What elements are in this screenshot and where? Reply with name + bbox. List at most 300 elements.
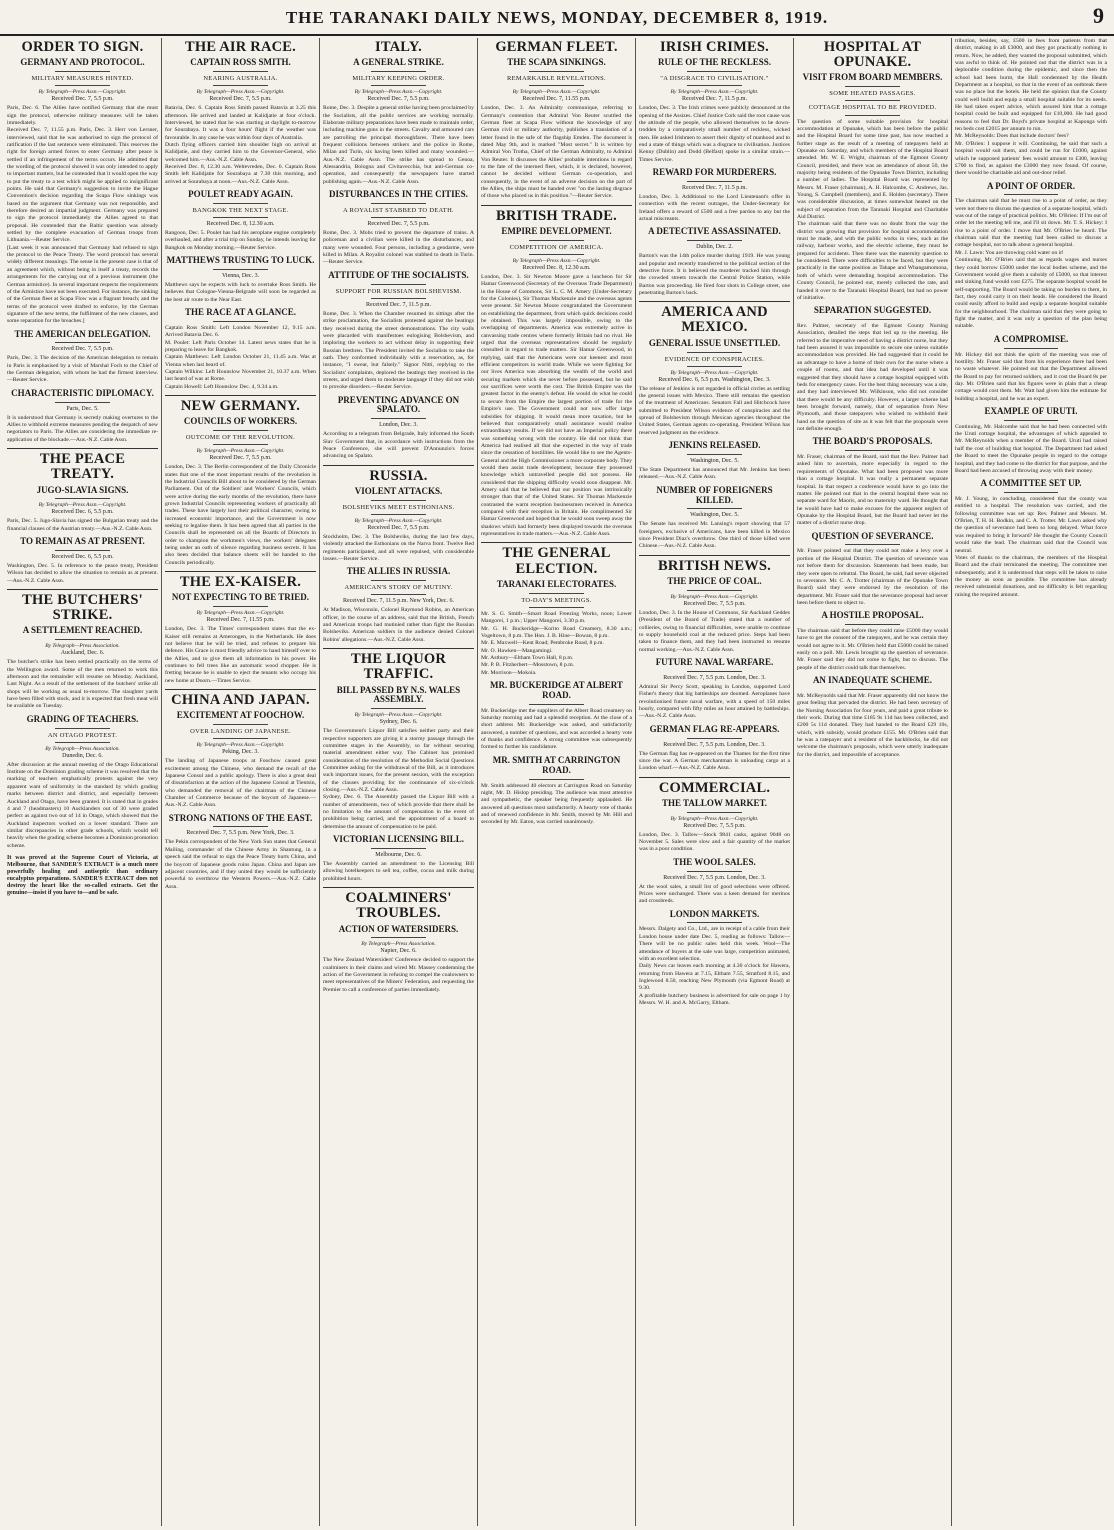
article-body: At Madison, Wisconsin, Colonel Raymond Robins, an American officer, in the course of an address, said that the British, French and American troops had mutinied rather than fight the Russian Bolsheviks. American soldiers in the audience denied Colonel Robins' allegations.—Aus.-N.Z. Cable Assn.: [323, 607, 474, 643]
article-subhead: OUTCOME OF THE REVOLUTION.: [185, 434, 296, 442]
article-body: Messrs. Dalgety and Co., Ltd., are in receipt of a cable from their London house under date Dec. 5, reading as follows: Tallow—There will be no public sales held this week. Wool—The attendance of buyers at the sale was large, competition animated, with an excellent selection. Daily News car leaves each morning at 4.30 o'clock for Hawera, returning from Hawera at 7.15, Eltham 7.55, Stratford 8.15, and Inglewood 8.50, reaching New Plymouth (via Egmont Road) at 9.30. A profitable butchery business is advertised for sale on page 1 by Messrs. W. H. and A. McGarry, Eltham.: [639, 926, 790, 1006]
article: [7, 389, 158, 444]
received-time: Received Dec. 7, 5.5 p.m.: [367, 221, 430, 228]
article: [323, 396, 474, 461]
received-time: Received Dec. 7, 5.5 p.m.: [209, 455, 272, 462]
article-subhead: VIOLENT ATTACKS.: [354, 485, 443, 496]
article-subhead: MILITARY MEASURES HINTED.: [31, 75, 134, 83]
article-subhead: TO REMAIN AS AT PRESENT.: [20, 536, 145, 547]
byline: By Telegraph—Press Assn.—Copyright.: [196, 89, 285, 96]
received-time: Received Dec. 6, 5.5 p.m.: [51, 554, 114, 560]
article-subhead: SOME HEATED PASSAGES.: [829, 90, 916, 98]
article-headline: THE EX-KAISER.: [179, 574, 302, 591]
article-subhead: QUESTION OF SEVERANCE.: [811, 530, 934, 541]
headline-rule: [687, 590, 741, 591]
received-time: Napier, Dec. 6.: [380, 948, 417, 955]
article: [7, 330, 158, 385]
article-subhead: A COMPROMISE.: [993, 333, 1069, 344]
column-divider: [639, 777, 790, 778]
article: [323, 190, 474, 267]
byline: By Telegraph—Press Association.: [45, 643, 120, 650]
column: [952, 38, 1110, 1526]
article-subhead: MR. BUCKERIDGE AT ALBERT ROAD.: [490, 679, 623, 700]
article-subhead: BOLSHEVIKS MEET ESTHONIANS.: [342, 503, 455, 511]
article-body: London, Dec. 3. An Admiralty communique, referring to Germany's contention that Admiral Von Reuter scuttled the German fleet at Scapa Flow without the knowledge of any German civil or military authority, publishes a translation of a letter found in the safe of the flagship Emden. The document is dated May 9th, and is marked "Most secret." It is written by Admiral Von Trotha, Chief of the German Admiralty, to Admiral Von Reuter. It discusses the Allies' probable intentions in regard to the fate of the interned fleet, which, it is declared, however, cannot be decided without German co-operation, and consequently, in the event of an adverse decision on the part of the Allies, the ships must be handed over "on the lasting disgrace of those who placed us in this position."—Reuter Service.: [481, 105, 632, 200]
article-subhead: REMARKABLE REVELATIONS.: [507, 75, 606, 83]
article-headline: THE PEACE TREATY.: [39, 451, 126, 483]
article-body: The German flag has re-appeared on the Thames for the first time since the war. A German merchantman is unloading cargo at a London wharf.—Aus.-N.Z. Cable Assn.: [639, 750, 790, 772]
article: [797, 40, 948, 302]
headline-rule: [55, 498, 109, 499]
article-headline: THE LIQUOR TRAFFIC.: [350, 651, 447, 683]
column: [162, 38, 320, 1526]
column: [794, 38, 952, 1526]
headline-rule: [529, 607, 583, 608]
article: [323, 648, 474, 831]
column-divider: [323, 648, 474, 649]
article-subhead: AMERICAN'S STORY OF MUTINY.: [344, 584, 453, 592]
article-body: London, Dec. 3. The Berlin correspondent of the Daily Chronicle states that one of the most important results of the revolution is the Industrial Councils Bill about to be considered by the German Parliament. Out of the Soldiers' and Workers' Councils, which were active during the early months of the revolution, there have grown Industrial Councils representing workers of practically all trades. These have largely lost their political character, owing to increased economic importance, and the Government is now seeking to legalise them. It has been agreed that all parties in the Councils shall be represented on all the Boards of Directors in order to champion the workmen's views, the workers' delegates being under an oath of silence regarding business secrets. It has also been decided that balance sheets will be handed to the Councils periodically.: [165, 464, 316, 566]
byline: By Telegraph—Press Assn.—Copyright.: [196, 742, 285, 749]
article-body: Paris, Dec. 6. The Allies have notified Germany that she must sign the protocol, otherwise military measures will be taken immediately. Received Dec. 7, 11.55 p.m. Paris, Dec. 3. Herr von Lersner, interviewed, said that he was authorised to sign the protocol of ratification if the last sentence were eliminated. This reserves the right for foreign armed forces to enter Germany after peace is settled if an infringement of the terms occurs. He admitted that the wording of the protocol showed it was only intended to apply to important matters, but he contended that it would open the way to put the treaty to a test which might be applied to insignificant points. He said that Germany's suggestion to invite the Hague Convention's decision regarding the Scapa Flow sinkings was based on the argument that Germany was not responsible, and therefore desired an impartial judgment. Germany was prepared to sign the protocol immediately the Allies agreed to that proposal. He contended that the Baltic question was already settled by the complete evacuation of German troops from Lithuania.—Reuter Service. [Last week it was announced that Germany had refused to sign the protocol to the Peace Treaty. The word protocol has several widely different meanings. The sense in the present case is that of an agreement which, without being in itself a treaty, records the arrangements for the carrying out of a previous instrument (the German armistice). In several important respects the requirements of the Armistice have not been executed. For instance, the sinking of the German fleet at Scapa Flow was a flagrant breach; and the terms of the protocol were drafted to enforce, by the German signature of the new terms, the fulfilment of the new clauses, and some reparation for the breaches.]: [7, 105, 158, 325]
article-body: According to a telegram from Belgrade, Italy informed the South Slav Government that, in accordance with instructions from the Peace Conference, she will prevent D'Annunzio's forces advancing on Spalato.: [323, 431, 474, 460]
article-subhead: EMPIRE DEVELOPMENT.: [501, 225, 612, 236]
received-time: Received Dec. 7, 5.5 p.m.: [51, 96, 114, 103]
column-divider: [7, 589, 158, 590]
headline-rule: [371, 514, 425, 515]
column: [4, 38, 162, 1526]
column-divider: [323, 465, 474, 466]
byline: By Telegraph—Press Assn.—Copyright.: [512, 257, 601, 264]
headline-rule: [371, 298, 425, 299]
article-subhead: A DETECTIVE ASSASSINATED.: [648, 226, 781, 237]
article-subhead: REWARD FOR MURDERERS.: [652, 167, 777, 177]
article-subhead: TO-DAY'S MEETINGS.: [521, 596, 592, 604]
column-divider: [639, 301, 790, 302]
article-body: Mr. Fraser, chairman of the Board, said that the Rev. Palmer had asked him to ascertain, more especially in regard to the requirements of Opunake. What had been proposed was more than a cottage hospital. It was really a permanent separate hospital. In that respect a conference would have to go into the matter. He pointed out that in the central hospital there was no separate ward for Maoris, and no maternity ward. He thought that he would have had to make excuses for the apparent neglect of Opunake by the Hospital Board, but the Board had never let the matter of a district nurse drop.: [797, 454, 948, 527]
article-subhead: MILITARY KEEPING ORDER.: [352, 75, 445, 83]
article: [165, 814, 316, 891]
article-body: Barton's was the 14th police murder during 1919. He was young and popular and recently transferred to the political section of the detective force. It is believed the murderer tracked him through the crowded streets towards the Central Police Station, while Barton was proceeding. He fired four shots in College street, one penetrating Barton's back.: [639, 253, 790, 296]
article-subhead: A COMMITTEE SET UP.: [980, 478, 1082, 489]
article: [323, 835, 474, 883]
byline: By Telegraph—Press Association.: [45, 745, 120, 752]
headline-rule: [687, 738, 741, 739]
headline-rule: [213, 217, 267, 218]
received-time: Received Dec. 7, 5.5 p.m.: [367, 96, 430, 103]
article-body: The chairman said that he must rise to a point of order, as they were not there to discuss the question of a separate hospital, which was out of the range of practical politics. Mr. O'Brien: If I'm out of order let the meeting tell me, and I'll sit down. Mr. T. S. Hickey: I rise to a point of order. I move that Mr. O'Brien be heard. The chairman said that the meeting had been called to discuss a cottage hospital, not to talk about a general hospital. Mr. J. Lawn: You are throwing cold water on it! Continuing, Mr. O'Brien said that as regards wages and nurses they could borrow £5000 under the local bodies scheme, and the Government would give them a subsidy of £5000, so that interest and sinking fund would cost £275. The separate hospital would be self-supporting. The Board would be taking no burden to them, in fact, they could carry it on their heads. He considered the Board could easily afford to build and equip a separate hospital suitable for the neighbourhood. The chairman said that they were going to fight the matter, and it was only a question of the plan being suitable.: [955, 198, 1107, 330]
article-subhead: THE BOARD'S PROPOSALS.: [812, 436, 933, 447]
byline: By Telegraph—Press Assn.—Copyright.: [354, 712, 443, 719]
article-subhead: GENERAL ISSUE UNSETTLED.: [648, 337, 781, 348]
article-body: The butcher's strike has been settled practically on the terms of the Wellington award. Some of the men returned to work this afternoon and the remainder will resume on Monday. Auckland, Last Night. As a result of the settlement of the butchers' strike all shops will be working as usual to-morrow. The slaughter yards have been filled with stock, and it is expected that fresh meat will be available on Tuesday.: [7, 659, 158, 710]
headline-rule: [687, 71, 741, 72]
article-subhead: THE SCAPA SINKINGS.: [507, 57, 606, 68]
article-body: London, Dec. 3. Tallow—Stock 9841 casks, against 9048 on November 5. Sales were slow and a fair quantity of the market was in a poor condition.: [639, 831, 790, 853]
column-divider: [165, 395, 316, 396]
headline-rule: [371, 85, 425, 86]
column-divider: [481, 205, 632, 206]
headline-rule: [213, 321, 267, 322]
article-subhead: A POINT OF ORDER.: [986, 180, 1075, 191]
article-body: Paris, Dec. 3. The decision of the American delegation to remain in Paris is emphasised by a visit of Marshal Foch to the Chief of the German delegation, with whom he had the firmest interview.—Reuter Service.: [7, 355, 158, 384]
article-subhead: NOT EXPECTING TO BE TRIED.: [171, 592, 310, 603]
article-subhead: MR. SMITH AT CARRINGTON ROAD.: [492, 754, 621, 775]
article-body: Mr. Fraser pointed out that they could not make a levy over a portion of the Hospital District. The question of severance was not before them for discussion. Statements had been made, but they were open to rebuttal. The Board, he said, had never objected to severance. Mr. C. A. Trotter (chairman of the Opunake Town Board) said they were endorsed by the resolution of the department. Mr. Fraser said that the severance proposal had never been before them to object to.: [797, 548, 948, 606]
headline-rule: [687, 922, 741, 923]
article-subhead: BANGKOK THE NEXT STAGE.: [192, 206, 289, 214]
headline-rule: [845, 319, 899, 320]
article: [639, 910, 790, 1008]
article-headline: CHINA AND JAPAN.: [171, 691, 310, 708]
byline: By Telegraph—Press Assn.—Copyright.: [196, 610, 285, 617]
article-headline: GERMAN FLEET.: [495, 39, 618, 55]
article-subhead: A SETTLEMENT REACHED.: [22, 625, 143, 636]
article-subhead: JUGO-SLAVIA SIGNS.: [36, 484, 129, 495]
article-headline: THE GENERAL ELECTION.: [502, 545, 611, 577]
article: [7, 537, 158, 585]
column: [636, 38, 794, 1526]
article-body: London, Dec. 3. Sir Newton Moore gave a luncheon for Sir Hamar Greenwood (Secretary of the Overseas Trade Department) in the House of Commons, Sir L. C. M. Amery (Under-Secretary for the Colonies), Sir Thomas Mackenzie and the overseas agents were present. Sir Newton Moore congratulated the Government on establishing the department, from which quick decisions could be obtained. This was largely impossible, owing to the overlapping of departments. America was extremely active in canvassing trade centres where formerly Britain had no rival. He urged that the overseas representatives should be regularly consulted in regard to trade matters. Sir Hamar Greenwood, in replying, said that the Americans were our keenest and most efficient competitors in world trade. While we were fighting for our lives America was absorbing the wealth of the world and securing markets which she never before possessed, but he said our sacrifices were worth the cost. The British Empire was the greatest factor in the enemy's defeat. He would do what he could to secure from the Empire the largest portion of trade for the Empire's use. The Government could not now offer large subsidies for shipping. It would mean more taxation, but he believed that comparatively small assistance would realise extraordinary results. If we did not have an Imperial policy there was something wrong with the country. He did not think that America had realised all that she expected in the way of trade since the cessation of hostilities. He would like to see the Agents-General and the High Commissioner a more corporate body. They would then assist trade development, because they possessed knowledge which untravelled people did not possess. He considered that the shipping difficulty would soon disappear. Mr. Amery said that he believed that our position was intrinsically stronger than that of the United States. Sir Thomas Mackenzie contrasted the warm reception businessmen received in America compared with their reception in Britain. He complimented Sir Hamar Greenwood and hoped that he would soon sweep away the shadows which had formerly been displayed towards the overseas representatives in trade matters.—Aus.-N.Z. Cable Assn.: [481, 273, 632, 537]
headline-rule: [213, 444, 267, 445]
article-subhead: DISTURBANCES IN THE CITIES.: [329, 189, 468, 200]
column-divider: [481, 542, 632, 543]
article-headline: THE AIR RACE.: [185, 39, 296, 55]
article-body: The Pekin correspondent of the New York Sun states that General Mailing, commander of the Chinese Army in Shantung, in a speech said the refusal to sign the Peace Treaty hurts China, and the boycott of Japanese goods ruins Japan. China and Japan are adjacent countries, and if they united they would be sufficiently powerful to overthrow the Western Powers.—Aus.-N.Z. Cable Assn.: [165, 839, 316, 890]
article-subhead: NUMBER OF FOREIGNERS KILLED.: [656, 484, 773, 505]
headline-rule: [529, 71, 583, 72]
article-body: Mr. J. Young, in concluding, considered that the county was entitled to a hospital. The resolution was carried, and the following committee was set up: Rev. Palmer and Messrs. M. O'Brien, T. H. H. Bodkin, and C. A. Trotter. Mr. Lawn asked why the question of severance had been so long delayed. What force was required to bring it forward? He thought the County Council would take the lead. The chairman said that the Council was neutral. Votes of thanks to the chairman, the members of the Hospital Board and the chair terminated the meeting. The committee met subsequently, and it is understood that steps will be taken to raise the money as soon as possible. The committee has already received substantial donations, and no difficulty is felt regarding raising the required amount.: [955, 496, 1107, 598]
article-body: The landing of Japanese troops at Foochow caused great excitement among the Chinese, who demand the recall of the Japanese Consul and a public apology. There is also a great deal of dissatisfaction at the action of the Japanese Consul at Tientsin, who demanded the removal of the chairman of the Chinese Chamber of Commerce because of the boycott of Japanese.—Aus.-N.Z. Cable Assn.: [165, 758, 316, 809]
article: [7, 448, 158, 533]
article-subhead: "A DISGRACE TO CIVILISATION.": [660, 75, 769, 83]
article-subhead: VICTORIAN LICENSING BILL.: [332, 834, 465, 845]
byline: By Telegraph—Press Assn.—Copyright.: [354, 89, 443, 96]
article-subhead: COTTAGE HOSPITAL TO BE PROVIDED.: [808, 104, 937, 112]
headline-rule: [213, 738, 267, 739]
article-subhead: MATTHEWS TRUSTING TO LUCK.: [166, 255, 315, 266]
headline-rule: [687, 240, 741, 241]
article: [797, 306, 948, 433]
byline: By Telegraph—Press Assn.—Copyright.: [512, 89, 601, 96]
headline-rule: [213, 606, 267, 607]
masthead-title: THE TARANAKI DAILY NEWS, MONDAY, DECEMBER 8, 1919.: [285, 8, 829, 27]
received-time: Received Dec. 7, 5.5 p.m.: [209, 96, 272, 103]
headline-rule: [687, 352, 741, 353]
article-body: Rome, Dec. 3. When the Chamber resumed its sittings after the strike proclamation, the Socialists protested against the beatings they received during the street demonstrations. The city walls were placarded with manifestoes eulogising Bolshevism, and imploring the workers to act without delay in supporting their Russian brethren. The President invited the Socialists to take the oath. They conformed individually with a reservation, as, for instance, "I swear, but falsely." Signor Nitti, replying to the Socialists' complaints, deplored the beatings they received in the streets, and urged them to moderate language if they did not wish to provoke disorders.—Reuter Service.: [323, 310, 474, 391]
article: [481, 756, 632, 827]
received-time: Received Dec. 7, 5.5 p.m.: [367, 525, 430, 531]
article-body: Washington, Dec. 5. In reference to the peace treaty, President Wilson has decided to allow the situation to remain as at present.—Aus.-N.Z. Cable Assn.: [7, 563, 158, 584]
article: [955, 407, 1107, 475]
headline-rule: [213, 826, 267, 827]
headline-rule: [529, 240, 583, 241]
article-body: It is understood that Germany is secretly making overtures to the Allies to withhold extreme measures pending the despatch of new negotiators to Paris. The Allies are considering the immediate re-application of the blockade.—Aus.-N.Z. Cable Assn.: [7, 414, 158, 443]
headline-rule: [371, 284, 425, 285]
headline-rule: [55, 639, 109, 640]
received-time: Sydney, Dec. 6.: [379, 719, 418, 726]
column: [478, 38, 636, 1526]
article-subhead: FUTURE NAVAL WARFARE.: [655, 657, 774, 667]
article: [639, 441, 790, 482]
article-body: Mr. Buckeridge met the suppliers of the Albert Road creamery on Saturday morning and had a splendid reception. At the close of a short address Mr. Buckeridge was asked, and satisfactorily answered, a number of questions, and was accorded a hearty vote of thanks and confidence. A strong committee was subsequently formed to further his candidature.: [481, 707, 632, 751]
article: [165, 308, 316, 391]
article: [323, 567, 474, 644]
received-time: Received Dec. 7, 5.5 p.m. London, Dec. 3.: [663, 874, 766, 881]
article-body: The release of Jenkins is not regarded in official circles as settling the general issues with Mexico. There still remains the question of the treatment of Americans. Senators Fall and Hitchcock have submitted to President Wilson evidence of conspiracies and the spread of Bolshevism through Mexican agencies throughout the United States, German agents co-operating. President Wilson has reserved judgment on the evidence.: [639, 385, 790, 436]
headline-rule: [529, 593, 583, 594]
article: [639, 858, 790, 906]
article-headline: RUSSIA.: [369, 467, 428, 484]
advertisement-text: It was proved at the Supreme Court of Victoria, at Melbourne, that SANDER'S EXTRACT is a much more powerfully healing and antiseptic than ordinary eucalyptus preparations. SANDER'S EXTRACT does not destroy the heart like the so-called extracts. Get the genuine—insist if you have to—and be safe.: [7, 854, 158, 896]
article: [7, 589, 158, 711]
headline-rule: [1004, 194, 1059, 195]
article: [481, 542, 632, 677]
received-time: Received Dec. 7, 5.5 p.m.: [51, 346, 114, 353]
received-time: Washington, Dec. 5.: [690, 512, 739, 519]
headline-rule: [687, 508, 741, 509]
received-time: Received Dec. 8, 12.30 a.m.: [522, 264, 591, 271]
headline-rule: [213, 724, 267, 725]
byline: By Telegraph—Press Assn.—Copyright.: [354, 518, 443, 524]
headline-rule: [213, 430, 267, 431]
masthead: [0, 0, 1114, 36]
article: [797, 437, 948, 527]
article-body: Paris, Dec. 5. Jugo-Slavia has signed the Bulgarian treaty and the financial clauses of the Austrian treaty.—Aus.-N.Z. Cable Assn.: [7, 518, 158, 532]
column-divider: [639, 555, 790, 556]
article-body: London, Dec. 3. In the House of Commons, Sir Auckland Geddes (President of the Board of Trade) stated that a number of collieries, owing to financial difficulties, were unable to continue to supply household coal at the reduced price. Steps had been taken to finance them, and they had been instructed to resume normal working.—Aus.-N.Z. Cable Assn.: [639, 609, 790, 653]
article-headline: THE BUTCHERS' STRIKE.: [22, 592, 143, 624]
received-time: Paris, Dec. 5.: [66, 405, 99, 412]
article: [481, 40, 632, 201]
column-divider: [165, 571, 316, 572]
article-subhead: EXCITEMENT AT FOOCHOW.: [176, 710, 305, 721]
article-headline: BRITISH TRADE.: [496, 207, 617, 224]
article-subhead: SUPPORT FOR RUSSIAN BOLSHEVISM.: [335, 287, 462, 295]
headline-rule: [687, 871, 741, 872]
received-time: Received Dec. 7, 11.5 p.m.: [682, 96, 747, 103]
article: [7, 715, 158, 850]
headline-rule: [529, 85, 583, 86]
headline-rule: [213, 203, 267, 204]
headline-rule: [687, 812, 741, 813]
headline-rule: [529, 704, 583, 705]
article-headline: AMERICA AND MEXICO.: [661, 304, 768, 336]
article: [639, 168, 790, 223]
received-time: Received Dec. 6, 5.5 p.m. Washington, Dec. 3.: [658, 376, 771, 383]
headline-rule: [371, 418, 425, 419]
headline-rule: [371, 500, 425, 501]
article-subhead: A HOSTILE PROPOSAL.: [821, 610, 924, 621]
article-subhead: BILL PASSED BY N.S. WALES ASSEMBLY.: [336, 684, 461, 705]
article-body: Mr. Hickey did not think the spirit of the meeting was one of hostility. Mr. Fraser said that from his experience there had been no waste whatever. He pointed out that the Department allowed the Board to pay for returned soldiers, and it cost the Board 8s per day. Mr. O'Brien said that his figures were in plain that a cheap cottage would cost them. Mr. Watt had given him the estimate for building a hospital, and he was an expert.: [955, 351, 1107, 402]
article-subhead: EXAMPLE OF URUTI.: [984, 405, 1078, 416]
article: [955, 38, 1107, 178]
headline-rule: [371, 708, 425, 709]
headline-rule: [371, 203, 425, 204]
headline-rule: [845, 624, 899, 625]
article: [639, 777, 790, 854]
article-body: After discussion at the annual meeting of the Otago Educational Institute on the Dominion grading scheme it was resolved that the marking of teachers emphatically protests against the very apparent want of uniformity in the standard by which grading marks between district and district, and especially between Auckland and Otago, have been granted. It is stated that in grades 4 and 7 (headmasters) 10 Aucklanders out of 30 were graded perfect as against two out of 14 in Otago, which showed that the Auckland inspectors worked on a lower standard. There are similar discrepancies in other grade schools, which would tell heavily when the grading scheme becomes a Dominion promotion scheme.: [7, 761, 158, 849]
received-time: Received Dec. 7, 11.5 p.m.: [682, 184, 747, 191]
article-subhead: ACTION OF WATERSIDERS.: [338, 923, 459, 934]
article-subhead: TARANAKI ELECTORATES.: [496, 578, 617, 589]
article: [797, 611, 948, 672]
article: [323, 40, 474, 186]
headline-rule: [1004, 420, 1059, 421]
columns: [4, 38, 1110, 1526]
headline-rule: [687, 671, 741, 672]
article: [639, 725, 790, 773]
article: [165, 571, 316, 685]
article-subhead: GERMANY AND PROTOCOL.: [20, 57, 145, 68]
headline-rule: [687, 366, 741, 367]
received-time: Received Dec. 7, 5.5 p.m. London, Dec. 3.: [663, 741, 766, 748]
article-subhead: VISIT FROM BOARD MEMBERS.: [802, 72, 943, 83]
article-subhead: RULE OF THE RECKLESS.: [657, 57, 772, 68]
received-time: Received Dec. 7, 5.5 p.m.: [683, 600, 746, 607]
article: [955, 335, 1107, 403]
headline-rule: [687, 85, 741, 86]
article-subhead: CAPTAIN ROSS SMITH.: [190, 57, 291, 68]
article-subhead: COMPETITION OF AMERICA.: [509, 243, 604, 251]
article-subhead: COUNCILS OF WORKERS.: [183, 416, 298, 427]
byline: By Telegraph—Press Assn.—Copyright.: [38, 89, 127, 96]
article-subhead: AN INADEQUATE SCHEME.: [812, 675, 933, 686]
article: [165, 190, 316, 252]
headline-rule: [213, 269, 267, 270]
article-body: The chairman said that before they could raise £5000 they would have to get the consent of the ratepayers, and he was certain they would not agree to it. Mr. O'Brien held that £5000 could be raised easily on a poll. Mr. Lewis brought up the question of severance. Mr. Fraser said they did not come to fight, but to discuss. The people of the district could talk that themselves.: [797, 628, 948, 671]
article-body: Batavia, Dec. 6. Captain Ross Smith passed Batavia at 3.25 this afternoon. He arrived and landed at Kalidjatie at four o'clock. Interviewed, he stated that he was starting at daylight to-morrow for Sourabaya. It was a four hours' flight if the weather was favourable. In any case he was within four days of Australia. Dutch flying officers carried him shoulder high on arrival at Kalidjatie, and they carried him to the Governor-General, who welcomed him.—Aus.-N.Z. Cable Assn. Received Dec. 8, 12.30 a.m. Weltevreden, Dec. 6. Captain Ross Smith left Kalidjatie for Sourabaya at 7.30 this morning, and arrived at Sourabaya at noon.—Aus.-N.Z. Cable Assn.: [165, 105, 316, 185]
article-subhead: LONDON MARKETS.: [669, 908, 760, 919]
headline-rule: [55, 402, 109, 403]
article-headline: BRITISH NEWS.: [658, 557, 771, 574]
page-number: 9: [1093, 3, 1104, 28]
article-body: Rome, Dec. 3. Despite a general strike having been proclaimed by the Socialists, all the public services are working normally. Elaborate military preparations have been made to maintain order, including machine guns in the streets. Cavalry and armoured cars are patrolling the principal thoroughfares. There have been frequent collisions between strikers and the police in Rome, Milan and Turin, six having been killed and many wounded.—Aus.-N.Z. Cable Assn. The strike has spread to Genoa, Alessandria, Bologna and Civitavecchia, but anti-German co-operation, and consequently the newspapers have started publishing again.—Aus.-N.Z. Cable Assn.: [323, 105, 474, 185]
article-body: Matthews says he expects with luck to overtake Ross Smith. He believes that Cologne-Vienna-Belgrade will soon be regarded as the best air route to the Near East.: [165, 281, 316, 303]
article-headline: HOSPITAL AT OPUNAKE.: [823, 39, 922, 71]
article: [955, 182, 1107, 331]
article-subhead: EVIDENCE OF CONSPIRACIES.: [664, 355, 765, 363]
byline: By Telegraph—Press Assn.—Copyright.: [670, 89, 759, 96]
article: [165, 256, 316, 304]
article-headline: IRISH CRIMES.: [660, 39, 769, 55]
article-body: London, Dec. 3. Additional to the Lord Lieutenant's offer in connection with the recent outrages, the Under-Secretary for Ireland offers a reward of £500 and a free pardon to any but the actual miscreants.: [639, 193, 790, 222]
article: [955, 479, 1107, 599]
received-time: Melbourne, Dec. 6.: [375, 852, 422, 859]
article-subhead: THE WOOL SALES.: [673, 856, 756, 867]
article: [165, 395, 316, 567]
article-body: Stockholm, Dec. 3. The Bolsheviks, during the last few days, violently attacked the Esthonians on the Narva front. Twelve Red regiments participated, and all were repulsed, with considerable losses.—Reuter Service.: [323, 534, 474, 563]
headline-rule: [371, 937, 425, 938]
article: [165, 689, 316, 810]
headline-rule: [55, 742, 109, 743]
article-body: Captain Ross Smith: Left London November 12, 9.15 a.m. Arrived Batavia Dec. 6. M. Poulet: Left Paris October 14. Latest news states that he is preparing to leave for Bangkok. Captain Matthews: Left London October 21, 11.45 a.m. Was at Vienna when last heard of. Captain Wilkins: Left Hounslow November 21, 10.37 a.m. When last heard of was at Rome. Captain Howell: Left Hounslow Dec. 4, 9.34 a.m.: [165, 324, 316, 390]
article-body: The New Zealand Watersiders' Conference decided to support the coalminers in their claims and wired Mr. Massey condemning the action of the Government in refusing to compel the coalowners to meet representatives of the Miners' Federation, and requesting the Premier to call a conference of parties immediately.: [323, 957, 474, 993]
article-subhead: A ROYALIST STABBED TO DEATH.: [343, 206, 454, 214]
article-subhead: ATTITUDE OF THE SOCIALISTS.: [328, 269, 469, 280]
article: [639, 658, 790, 721]
article: [323, 271, 474, 392]
column-divider: [165, 689, 316, 690]
headline-rule: [371, 217, 425, 218]
headline-rule: [845, 544, 899, 545]
article-body: London, Dec. 3. The Times' correspondent states that the ex-Kaiser still remains at Amerongen, in the Netherlands. He does not believe that he will be tried, and refuses to prepare his defence. His Grace is most friendly advice to hand himself over to the Allies, and to give them all information in his power. He continues to fell trees like an automatic wood chopper. He is fretting because he is unable to eject the tenants who occupy his new home at Doorn.—Times Service.: [165, 626, 316, 684]
article: [323, 887, 474, 994]
byline: By Telegraph—Press Assn.—Copyright.: [196, 448, 285, 455]
article-subhead: AN OTAGO PROTEST.: [47, 731, 118, 739]
article-subhead: CHARACTERISTIC DIPLOMACY.: [11, 387, 154, 398]
article-body: Admiral Sir Percy Scott, speaking in London, supported Lord Fisher's theory that big battleships are doomed. Aeroplanes have revolutionised future naval warfare, with a speed of 150 miles hourly, compared with fifty miles an hour attained by battleships.—Aus.-N.Z. Cable Assn.: [639, 683, 790, 720]
headline-rule: [55, 342, 109, 343]
article-headline: NEW GERMANY.: [180, 398, 301, 414]
article-body: Mr. S. G. Smith—Smart Road Freezing Works, noon; Lower Mangorei, 1 p.m.; Upper Mangorei, 3.30 p.m. Mr. G. H. Buckeridge—Korito Road Creamery, 8.30 a.m.; Vogeltown, 8 p.m. The Hon. J. B. Hine—Bowan, 8 p.m. Mr. E. Maxwell—Kent Road; Pembroke Road, 8 p.m. Mr. O. Hawken—Mangamingi. Mr. Astbury—Eltham Town Hall, 8 p.m. Mr. P. B. Fitzherbert—Mosstown, 8 p.m. Mr. Morrison—Mokoia.: [481, 610, 632, 676]
column-divider: [7, 448, 158, 449]
received-time: Dunedin, Dec. 6.: [62, 752, 103, 759]
article-subhead: SEPARATION SUGGESTED.: [813, 305, 932, 316]
received-time: Dublin, Dec. 2.: [696, 244, 733, 251]
article-headline: COMMERCIAL.: [658, 779, 771, 796]
received-time: Received Dec. 7, 11.5 p.m. New York, Dec. 6.: [343, 598, 454, 605]
received-time: Received Dec. 8, 12.30 a.m.: [206, 221, 275, 228]
article-headline: ORDER TO SIGN.: [21, 39, 144, 55]
received-time: Received Dec. 7, 5.5 p.m.: [683, 822, 746, 829]
article: [639, 301, 790, 437]
received-time: Washington, Dec. 5.: [690, 457, 739, 464]
article-subhead: THE RACE AT A GLANCE.: [185, 307, 296, 318]
headline-rule: [213, 71, 267, 72]
article-subhead: THE PRICE OF COAL.: [667, 576, 762, 587]
article-subhead: THE ALLIES IN RUSSIA.: [346, 566, 451, 577]
headline-rule: [1004, 492, 1059, 493]
article: [639, 486, 790, 551]
headline-rule: [213, 85, 267, 86]
received-time: London, Dec. 3.: [379, 422, 418, 429]
article-body: The Senate has received Mr. Lansing's report showing that 57 foreigners, exclusive of Americans, have been killed in Mexico since President Diaz's overthrow. One third of those killed were Chinese.—Aus.-N.Z. Cable Assn.: [639, 521, 790, 550]
headline-rule: [1004, 348, 1059, 349]
article-subhead: PREVENTING ADVANCE ON SPALATO.: [337, 394, 460, 415]
headline-rule: [529, 254, 583, 255]
article: [797, 532, 948, 608]
headline-rule: [845, 689, 899, 690]
article-subhead: A GENERAL STRIKE.: [353, 57, 444, 68]
article-headline: COALMINERS' TROUBLES.: [345, 890, 452, 922]
headline-rule: [55, 550, 109, 551]
headline-rule: [371, 594, 425, 595]
article-subhead: STRONG NATIONS OF THE EAST.: [168, 812, 313, 823]
article-body: The Assembly carried an amendment to the Licensing Bill allowing hotelkeepers to sell tea, coffee, cocoa and milk during prohibited hours.: [323, 861, 474, 882]
headline-rule: [845, 86, 899, 87]
article-subhead: GRADING OF TEACHERS.: [26, 713, 139, 724]
headline-rule: [55, 71, 109, 72]
article-body: Continuing, Mr. Halcombe said that he had been connected with the Uruti cottage hospital, the advantages of which appealed to Mr. McReynolds when a member of the Board. Uruti had raised half the cost of building that hospital. The Department had asked the Board to meet the Opunake people in regard to the cottage hospital, and they had come to the district for that purpose, and the Board had been accused of throwing away with their money.: [955, 423, 1107, 474]
article: [797, 676, 948, 759]
article-subhead: JENKINS RELEASED.: [668, 440, 761, 451]
headline-rule: [55, 85, 109, 86]
column: [320, 38, 478, 1526]
received-time: Received Dec. 7, 11.55 p.m.: [522, 96, 591, 103]
article-subhead: OVER LANDING OF JAPANESE.: [190, 728, 291, 736]
article-body: The Government's Liquor Bill satisfies neither party and their respective supporters are giving it a stormy passage through the committee stages in the Assembly, so far without securing material amendment either way. The Cabinet has promised consideration of the resolution of the Methodist Social Questions Committee asking for the withdrawal of the Bill, as it introduces such important issues, for the present session, with the exception of the clauses providing for the continuance of six-o'clock closing.—Aus.-N.Z. Cable Assn. Sydney, Dec. 6. The Assembly passed the Liquor Bill with a number of amendments, two of which provide that there shall be no limitation to the amount of compensation in the event of prohibition being carried, and the appointment of a board to determine the amount of compensation to be paid.: [323, 728, 474, 830]
headline-rule: [371, 848, 425, 849]
received-time: Received Dec. 6, 5.5 p.m.: [51, 509, 114, 516]
article-body: Rome, Dec. 3. Mobs tried to prevent the departure of trains. A policeman and a civilian were killed in the disturbances, and many were wounded. Four persons, including a gendarme, were killed in Milan. A Royalist colonel was stabbed to death in Turin.—Reuter Service.: [323, 230, 474, 266]
article-body: Rev. Palmer, secretary of the Egmont County Nursing Association, detailed the steps that led up to the meeting. He referred to the imperative need of having a district nurse, but they had been assured it was impossible to secure one unless suitable accommodation was provided. He had suggested that it could be an advantage to have a home of their own for the nurse where a couple of rooms, and that idea had developed until it was suggested that they should have a cottage hospital equipped with beds for emergency cases. For the best thing necessary was a site, and they had interviewed Mr. Wilkinson, who did not consider that there would be any difficulty. However, a larger scheme had been brought forward, namely, that of separation from New Plymouth, and those ratepayers who wished to withhold their hand on the question of site as it was felt that the proposals were not definite enough.: [797, 323, 948, 432]
article-body: Mr. McReynolds said that Mr. Fraser apparently did not know the great feeling that pervaded the district. He had been secretary of the Nursing Association for four years, and paid a great tribute to their work. During that time £185 9s 11d has been collected, and £200 5s 11d donated. They had handed to the Board £29 10s, which, with subsidy, would produce £155. Mr. O'Brien said that he was a ratepayer and a resident of the backblocks, he did not welcome the chairman's proposals, which were utterly inadequate for the district, and impossible of acceptance.: [797, 693, 948, 758]
received-time: Received Dec. 7, 5.5 p.m. London, Dec. 3.: [663, 674, 766, 681]
article-subhead: THE TALLOW MARKET.: [661, 797, 768, 808]
article: [639, 555, 790, 654]
